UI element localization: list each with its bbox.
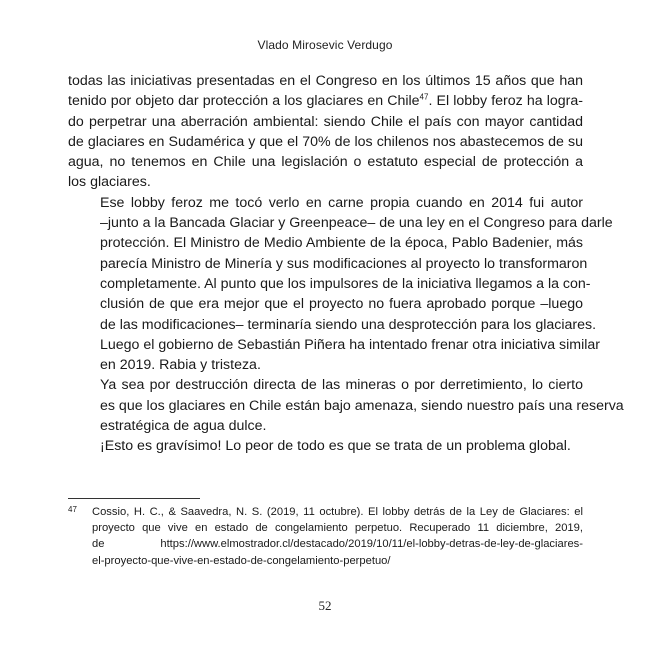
body-text <box>68 71 624 457</box>
footnote-line-url[interactable]: el-proyecto-que-vive-en-estado-de-congelamiento-perpetuo/ <box>92 554 391 567</box>
text-line: estratégica de agua dulce. <box>100 418 267 435</box>
text-segment: . El lobby feroz ha logra- <box>428 93 583 110</box>
text-line: protección. El Ministro de Medio Ambiente de la época, Pablo Badenier, más <box>100 235 583 252</box>
paragraph-1 <box>68 71 583 193</box>
paragraph-2 <box>68 193 613 376</box>
footnote-line-url[interactable]: de https://www.elmostrador.cl/destacado/2019/10/11/el-lobby-detras-de-ley-de-glaciares- <box>92 538 583 551</box>
text-line: en 2019. Rabia y tristeza. <box>100 357 261 374</box>
text-line: agua, no tenemos en Chile una legislación o estatuto especial de protección a <box>68 154 583 171</box>
footnote-number: 47 <box>68 505 77 514</box>
text-line: de las modificaciones– terminaría siendo una desprotección para los glaciares. <box>100 316 597 333</box>
footnote <box>68 504 583 569</box>
text-line: Luego el gobierno de Sebastián Piñera ha intentado frenar otra iniciativa similar <box>100 336 601 353</box>
text-line: completamente. Al punto que los impulsores de la iniciativa llegamos a la con- <box>100 275 591 292</box>
text-segment: tenido por objeto dar protección a los glaciares en Chile <box>68 93 420 110</box>
text-line: –junto a la Bancada Glaciar y Greenpeace– de una ley en el Congreso para darle <box>100 215 613 232</box>
footnote-line: Cossio, H. C., & Saavedra, N. S. (2019, 11 octubre). El lobby detrás de la Ley de Glaciares: el <box>92 506 583 518</box>
text-line: Ya sea por destrucción directa de las mineras o por derretimiento, lo cierto <box>100 377 583 394</box>
text-line: es que los glaciares en Chile están bajo amenaza, siendo nuestro país una reserva <box>100 397 624 414</box>
text-line: Ese lobby feroz me tocó verlo en carne propia cuando en 2014 fui autor <box>100 194 583 211</box>
text-line-with-footnote-ref <box>68 91 583 111</box>
footnote-reference[interactable]: 47 <box>419 92 429 102</box>
paragraph-4 <box>68 436 583 456</box>
paragraph-3 <box>68 375 624 436</box>
text-line: do perpetrar una aberración ambiental: siendo Chile el país con mayor cantidad <box>68 113 583 130</box>
text-line: ¡Esto es gravísimo! Lo peor de todo es que se trata de un problema global. <box>100 438 571 455</box>
footnote-separator-rule <box>68 498 200 499</box>
text-line: todas las iniciativas presentadas en el Congreso en los últimos 15 años que han <box>68 73 583 89</box>
footnote-line: proyecto que vive en estado de congelamiento perpetuo. Recuperado 11 diciembre, 2019, <box>92 522 583 535</box>
text-line: clusión de que era mejor que el proyecto no fuera aprobado porque –luego <box>100 296 583 313</box>
text-line: los glaciares. <box>68 174 151 191</box>
footnote-body <box>92 504 583 569</box>
text-line: parecía Ministro de Minería y sus modificaciones al proyecto lo transformaron <box>100 255 588 272</box>
text-line: de glaciares en Sudamérica y que el 70% de los chilenos nos abastecemos de su <box>68 133 583 150</box>
running-header: Vlado Mirosevic Verdugo <box>257 38 393 52</box>
page-number: 52 <box>318 598 332 613</box>
